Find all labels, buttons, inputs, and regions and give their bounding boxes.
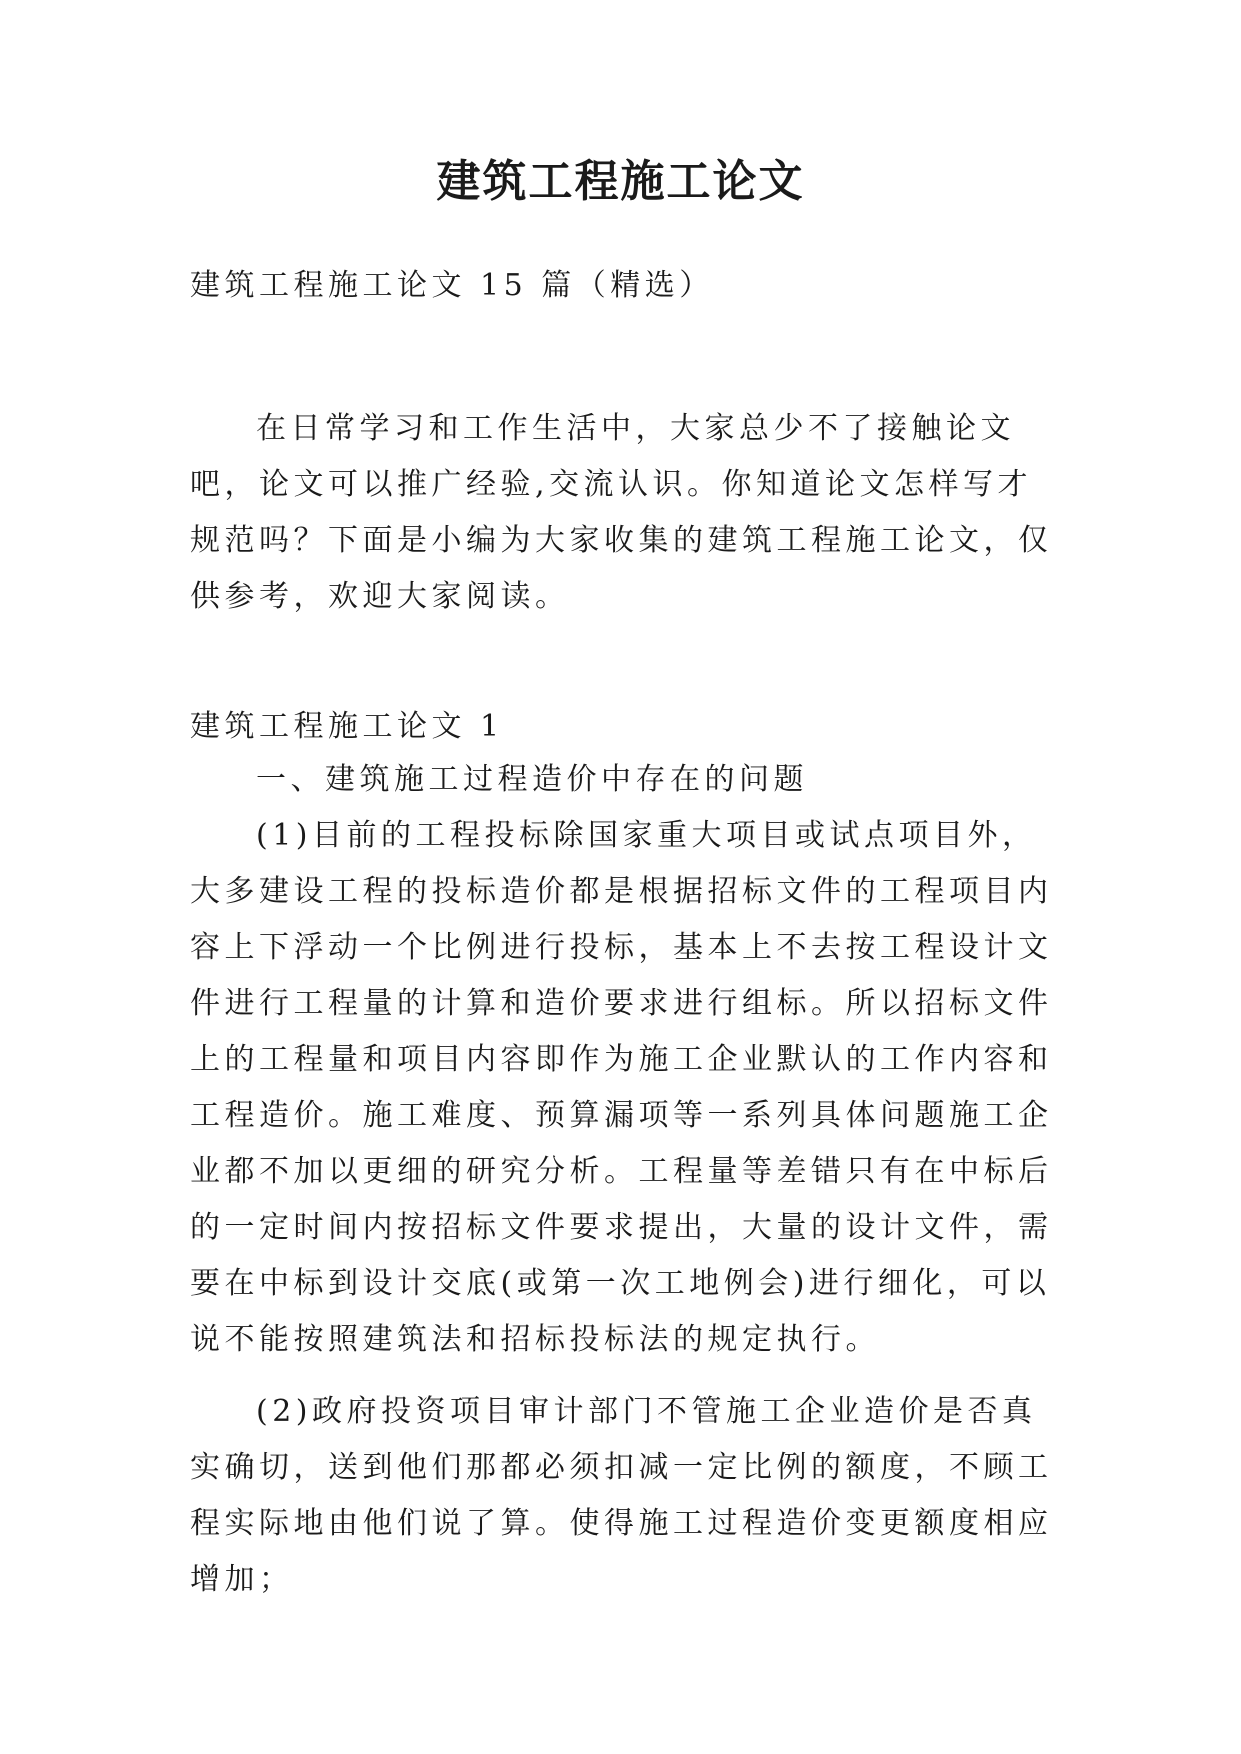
section-heading: 建筑工程施工论文 1 [190, 709, 504, 744]
body-paragraph-2: (2)政府投资项目审计部门不管施工企业造价是否真实确切，送到他们那都必须扣减一定比例的额度，不顾工程实际地由他们说了算。使得施工过程造价变更额度相应增加； [190, 1394, 1053, 1597]
document-subtitle: 建筑工程施工论文 15 篇（精选） [190, 268, 714, 303]
body-paragraph-1: (1)目前的工程投标除国家重大项目或试点项目外，大多建设工程的投标造价都是根据招标文件的工程项目内容上下浮动一个比例进行投标，基本上不去按工程设计文件进行工程量的计算和造价要求进行组标。所以招标文件上的工程量和项目内容即作为施工企业默认的工作内容和工程造价。施工难度、预算漏项等一系列具体问题施工企业都不加以更细的研究分析。工程量等差错只有在中标后的一定时间内按招标文件要求提出，大量的设计文件，需要在中标到设计交底(或第一次工地例会)进行细化，可以说不能按照建筑法和招标投标法的规定执行。 [190, 818, 1053, 1357]
document-title: 建筑工程施工论文 [436, 156, 805, 207]
intro-paragraph: 在日常学习和工作生活中，大家总少不了接触论文吧，论文可以推广经验,交流认识。你知道论文怎样写才规范吗？下面是小编为大家收集的建筑工程施工论文，仅供参考，欢迎大家阅读。 [190, 411, 1053, 614]
subsection-heading: 一、建筑施工过程造价中存在的问题 [256, 762, 808, 797]
